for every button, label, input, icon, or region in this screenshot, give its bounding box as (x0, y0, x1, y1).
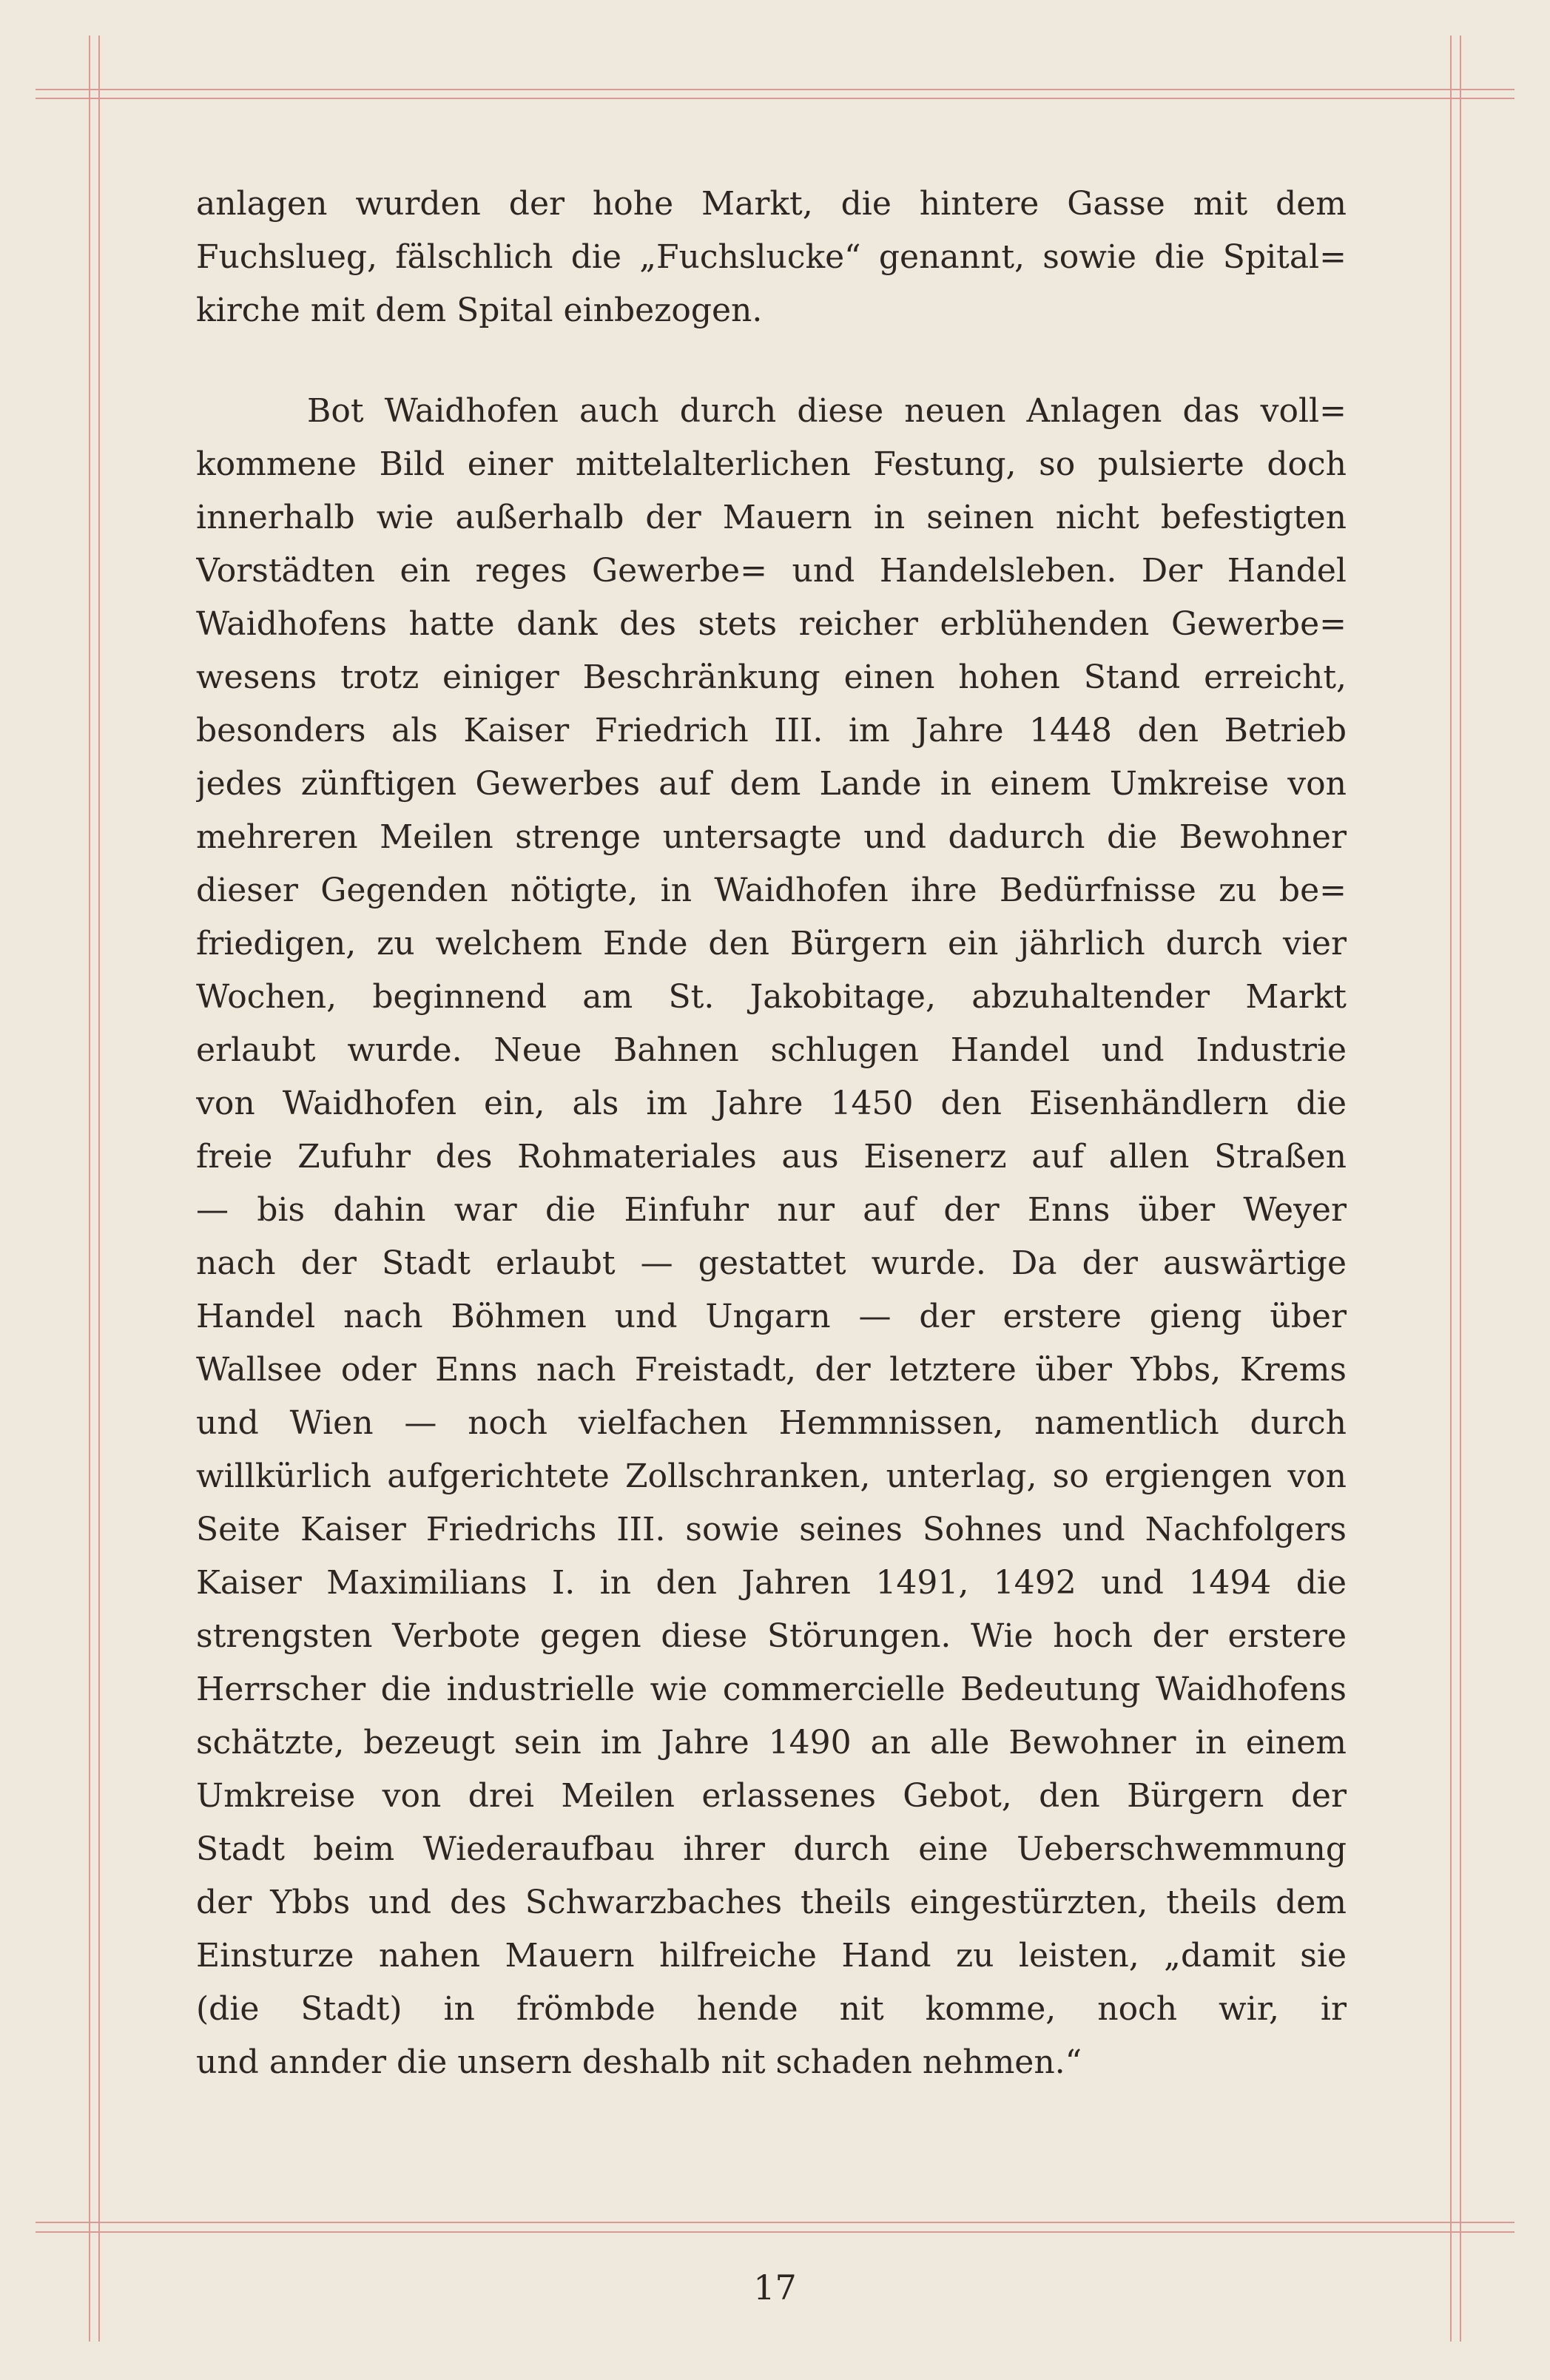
frame-rule-bottom-inner (36, 2231, 1514, 2233)
text-line: (die Stadt) in frömbde hende nit komme, noch wir, ir (196, 1990, 1347, 2028)
text-line: Handel nach Böhmen und Ungarn — der erstere gieng über (196, 1298, 1347, 1335)
frame-rule-bottom-outer (36, 2222, 1514, 2223)
text-line: — bis dahin war die Einfuhr nur auf der Enns über Weyer (196, 1191, 1347, 1229)
text-line: friedigen, zu welchem Ende den Bürgern ein jährlich durch vier (196, 925, 1347, 963)
frame-rule-right-inner (1450, 36, 1452, 2342)
paragraph-2 (196, 385, 1347, 2089)
text-line: Wallsee oder Enns nach Freistadt, der letztere über Ybbs, Krems (196, 1351, 1347, 1389)
frame-rule-top-inner (36, 98, 1514, 99)
frame-rule-top-outer (36, 89, 1514, 90)
text-line: Wochen, beginnend am St. Jakobitage, abzuhaltender Markt (196, 978, 1347, 1016)
text-line: schätzte, bezeugt sein im Jahre 1490 an alle Bewohner in einem (196, 1724, 1347, 1762)
text-line: anlagen wurden der hohe Markt, die hintere Gasse mit dem (196, 185, 1347, 223)
text-line: und annder die unsern deshalb nit schaden nehmen.“ (196, 2043, 1082, 2081)
text-line: kommene Bild einer mittelalterlichen Festung, so pulsierte doch (196, 445, 1347, 483)
text-line: Herrscher die industrielle wie commercielle Bedeutung Waidhofens (196, 1671, 1347, 1708)
text-line: freie Zufuhr des Rohmateriales aus Eisenerz auf allen Straßen (196, 1138, 1347, 1176)
text-line: Bot Waidhofen auch durch diese neuen Anlagen das voll= (307, 392, 1347, 430)
paragraph-spacer (196, 337, 1347, 385)
paragraph-1 (196, 178, 1347, 337)
text-line: kirche mit dem Spital einbezogen. (196, 291, 763, 329)
text-line: Seite Kaiser Friedrichs III. sowie seines Sohnes und Nachfolgers (196, 1511, 1347, 1548)
frame-rule-right-outer (1460, 36, 1461, 2342)
text-line: strengsten Verbote gegen diese Störungen. Wie hoch der erstere (196, 1617, 1347, 1655)
frame-rule-left-inner (98, 36, 100, 2342)
text-line: Vorstädten ein reges Gewerbe= und Handelsleben. Der Handel (196, 552, 1347, 590)
text-line: Stadt beim Wiederaufbau ihrer durch eine Ueberschwemmung (196, 1830, 1347, 1868)
page-number: 17 (753, 2268, 797, 2307)
text-line: von Waidhofen ein, als im Jahre 1450 den Eisenhändlern die (196, 1085, 1347, 1122)
frame-rule-left-outer (89, 36, 90, 2342)
text-line: innerhalb wie außerhalb der Mauern in seinen nicht befestigten (196, 499, 1347, 536)
text-line: Umkreise von drei Meilen erlassenes Gebot, den Bürgern der (196, 1777, 1347, 1815)
text-line: jedes zünftigen Gewerbes auf dem Lande in einem Umkreise von (196, 765, 1347, 803)
text-line: erlaubt wurde. Neue Bahnen schlugen Handel und Industrie (196, 1031, 1347, 1069)
text-line: wesens trotz einiger Beschränkung einen hohen Stand erreicht, (196, 658, 1347, 696)
text-line: besonders als Kaiser Friedrich III. im Jahre 1448 den Betrieb (196, 712, 1347, 749)
body-text (196, 178, 1347, 2089)
text-line: willkürlich aufgerichtete Zollschranken, unterlag, so ergiengen von (196, 1457, 1347, 1495)
text-line: Waidhofens hatte dank des stets reicher erblühenden Gewerbe= (196, 605, 1347, 643)
text-line: der Ybbs und des Schwarzbaches theils eingestürzten, theils dem (196, 1884, 1347, 1921)
text-line: und Wien — noch vielfachen Hemmnissen, namentlich durch (196, 1404, 1347, 1442)
text-line: Kaiser Maximilians I. in den Jahren 1491, 1492 und 1494 die (196, 1564, 1347, 1602)
text-line: mehreren Meilen strenge untersagte und dadurch die Bewohner (196, 818, 1347, 856)
text-line: nach der Stadt erlaubt — gestattet wurde. Da der auswärtige (196, 1244, 1347, 1282)
text-line: dieser Gegenden nötigte, in Waidhofen ihre Bedürfnisse zu be= (196, 872, 1347, 909)
text-line: Einsturze nahen Mauern hilfreiche Hand zu leisten, „damit sie (196, 1937, 1347, 1975)
text-line: Fuchslueg, fälschlich die „Fuchslucke“ genannt, sowie die Spital= (196, 238, 1347, 276)
